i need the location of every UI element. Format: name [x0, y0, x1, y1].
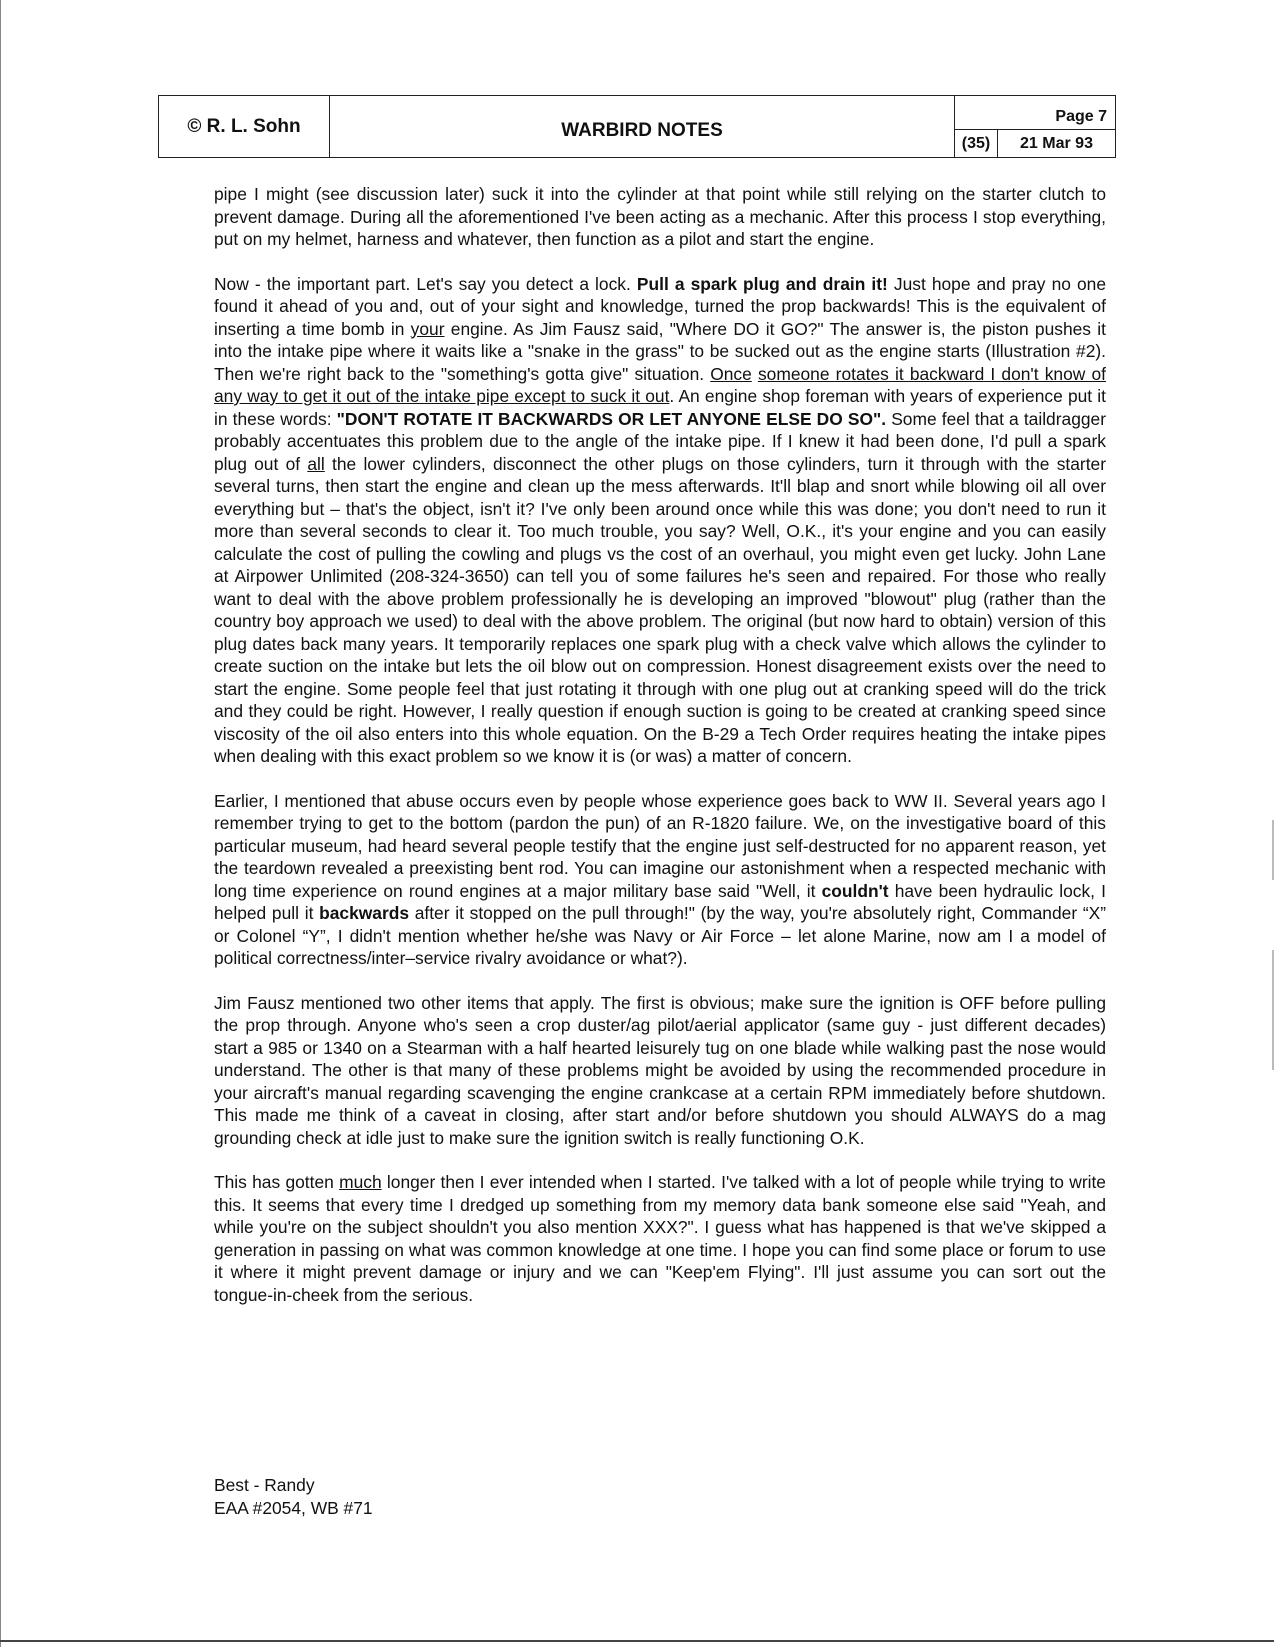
header-meta [954, 96, 1115, 157]
article-body [214, 183, 1106, 1328]
underlined-text: all [307, 453, 325, 474]
bold-text: backwards [319, 903, 410, 923]
article-paragraph [214, 273, 1106, 768]
paragraph-text: Just hope and pray no one found it ahead of you and, out of your sight and knowledge, turned the prop backwards! This is the equivalent of inserting a time bomb in [214, 273, 1106, 339]
underlined-text: someone rotates it backward I don't know of any way to get it out of the intake pipe except to suck it out [214, 363, 1106, 406]
article-paragraph [214, 183, 1106, 251]
underlined-text: much [339, 1172, 382, 1192]
page-header [158, 95, 1116, 158]
paragraph-text: the lower cylinders, disconnect the other plugs on those cylinders, turn it through with the starter several turns, then start the engine and clean up the mess afterwards. It'll blap and snort while blowing oil all over everything but – that's the object, isn't it? I've only been around once while this was done; you don't need to run it more than several seconds to clear it. Too much trouble, you say? Well, O.K., it's your engine and you can easily calculate the cost of pulling the cowling and plugs vs the cost of an overhaul, you might even get lucky. John Lane at Airpower Unlimited (208-324-3650) can tell you of some failures he's seen and repaired. For those who really want to deal with the above problem professionally he is developing an improved "blowout" plug (rather than the country boy approach we used) to deal with the above problem. The original (but now hard to obtain) version of this plug dates back many years. It temporarily replaces one spark plug with a check valve which allows the cylinder to create suction on the intake but lets the oil blow out on compression. Honest disagreement exists over the need to start the engine. Some people feel that just rotating it through with one plug out at cranking speed will do the trick and they could be right. However, I really question if enough suction is going to be created at cranking speed since viscosity of the oil also enters into this whole equation. On the B-29 a Tech Order requires heating the intake pipes when dealing with this exact problem so we know it is (or was) a matter of concern. [214, 453, 1106, 766]
scan-bottom-edge [0, 1640, 1274, 1642]
bold-text: couldn't [821, 880, 889, 901]
paragraph-text: This has gotten [214, 1172, 340, 1192]
paragraph-text: Earlier, I mentioned that abuse occurs even by people whose experience goes back to WW II. Several years ago I remember trying to get to the bottom (pardon the pun) of an R-1820 failure. We, on the investigative board of this particular museum, had heard several people testify that the engine just self-destructed for no apparent reason, yet the teardown revealed a preexisting bent rod. You can imagine our astonishment when a respected mechanic with long time experience on round engines at a major military base said "Well, it [214, 790, 1106, 901]
underlined-text: your [410, 318, 445, 339]
underlined-text: Once [710, 363, 752, 384]
header-page-number: Page 7 [955, 96, 1115, 130]
header-author: © R. L. Sohn [159, 96, 330, 157]
paragraph-text: . An engine shop foreman with years of experience put it in these words: [214, 386, 1107, 429]
signature-line-membership: EAA #2054, WB #71 [214, 1498, 373, 1518]
paragraph-text: engine. As Jim Fausz said, "Where DO it GO?" The answer is, the piston pushes it into the intake pipe where it waits like a "snake in the grass" to be sucked out as the engine starts (Illustration #2). Then we're right back to the "something's gotta give" situation. [214, 318, 1106, 384]
paragraph-text: longer then I ever intended when I started. I've talked with a lot of people while trying to write this. It seems that every time I dredged up something from my memory data bank someone else said "Yeah, and while you're on the subject shouldn't you also mention XXX?". I guess what has happened is that we've skipped a generation in passing on what was common knowledge at one time. I hope you can find some place or forum to use it where it might prevent damage or injury and we can "Keep'em Flying". I'll just assume you can sort out the tongue-in-cheek from the serious. [214, 1172, 1106, 1305]
signature-line-name: Best - Randy [214, 1475, 315, 1495]
header-issue-number: (35) [955, 130, 998, 157]
header-title: WARBIRD NOTES [561, 119, 723, 141]
signature-block [214, 1474, 373, 1520]
paragraph-text: Some feel that a taildragger probably accentuates this problem due to the angle of the intake pipe. If I knew it had been done, I'd pull a spark plug out of [214, 408, 1106, 474]
article-paragraph [214, 992, 1106, 1150]
bold-text: Pull a spark plug and drain it! [636, 273, 888, 294]
paragraph-text: Jim Fausz mentioned two other items that apply. The first is obvious; make sure the ignition is OFF before pulling the prop through. Anyone who's seen a crop duster/ag pilot/aerial applicator (same guy - just different decades) start a 985 or 1340 on a Stearman with a half hearted leisurely tug on one blade while walking past the nose would understand. The other is that many of these problems might be avoided by using the recommended procedure in your aircraft's manual regarding scavenging the engine crankcase at a certain RPM immediately before shutdown. This made me think of a caveat in closing, after start and/or before shutdown you should ALWAYS do a mag grounding check at idle just to make sure the ignition switch is really functioning O.K. [214, 992, 1106, 1148]
paragraph-text: after it stopped on the pull through!" (by the way, you're absolutely right, Commander “X” or Colonel “Y”, I didn't mention whether he/she was Navy or Air Force – let alone Marine, now am I a model of political correctness/inter–service rivalry avoidance or what?). [214, 903, 1107, 968]
paragraph-text: have been hydraulic lock, I helped pull it [214, 880, 1106, 923]
article-paragraph [214, 1171, 1106, 1306]
header-date: 21 Mar 93 [1020, 134, 1093, 152]
scan-left-edge [0, 0, 1, 1647]
header-issue-date [955, 130, 1115, 157]
paragraph-text: Now - the important part. Let's say you detect a lock. [214, 273, 637, 294]
bold-text: "DON'T ROTATE IT BACKWARDS OR LET ANYONE ELSE DO SO". [336, 408, 887, 429]
article-paragraph [214, 790, 1106, 970]
paragraph-text: pipe I might (see discussion later) suck it into the cylinder at that point while still relying on the starter clutch to prevent damage. During all the aforementioned I've been acting as a mechanic. After this process I stop everything, put on my helmet, harness and whatever, then function as a pilot and start the engine. [214, 184, 1106, 249]
